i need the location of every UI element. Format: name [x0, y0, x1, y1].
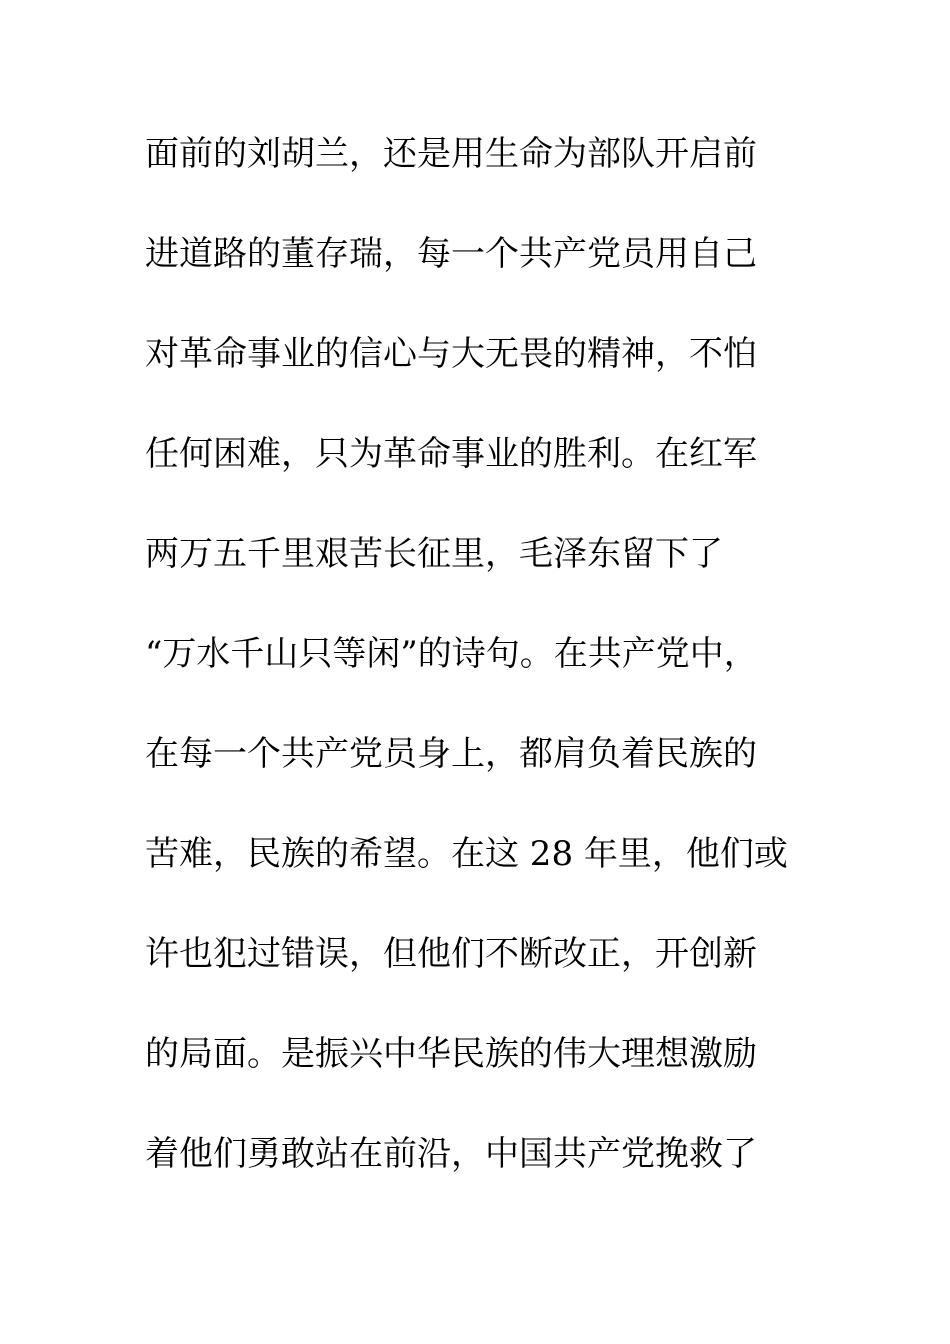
text-line-6: “万水千山只等闲”的诗句。在共产党中， [145, 634, 758, 674]
text-line-4: 任何困难，只为革命事业的胜利。在红军 [145, 434, 757, 474]
text-line-7: 在每一个共产党员身上，都肩负着民族的 [145, 734, 757, 774]
text-line-11: 着他们勇敢站在前沿，中国共产党挽救了 [145, 1134, 757, 1174]
text-line-8: 苦难，民族的希望。在这 28 年里，他们或 [145, 834, 788, 874]
text-line-9: 许也犯过错误，但他们不断改正，开创新 [145, 934, 757, 974]
text-line-5: 两万五千里艰苦长征里，毛泽东留下了 [145, 534, 723, 574]
text-line-10: 的局面。是振兴中华民族的伟大理想激励 [145, 1034, 757, 1074]
body-text [145, 124, 805, 1224]
text-line-3: 对革命事业的信心与大无畏的精神，不怕 [145, 334, 757, 374]
text-line-1: 面前的刘胡兰，还是用生命为部队开启前 [145, 134, 757, 174]
text-line-2: 进道路的董存瑞，每一个共产党员用自己 [145, 234, 757, 274]
